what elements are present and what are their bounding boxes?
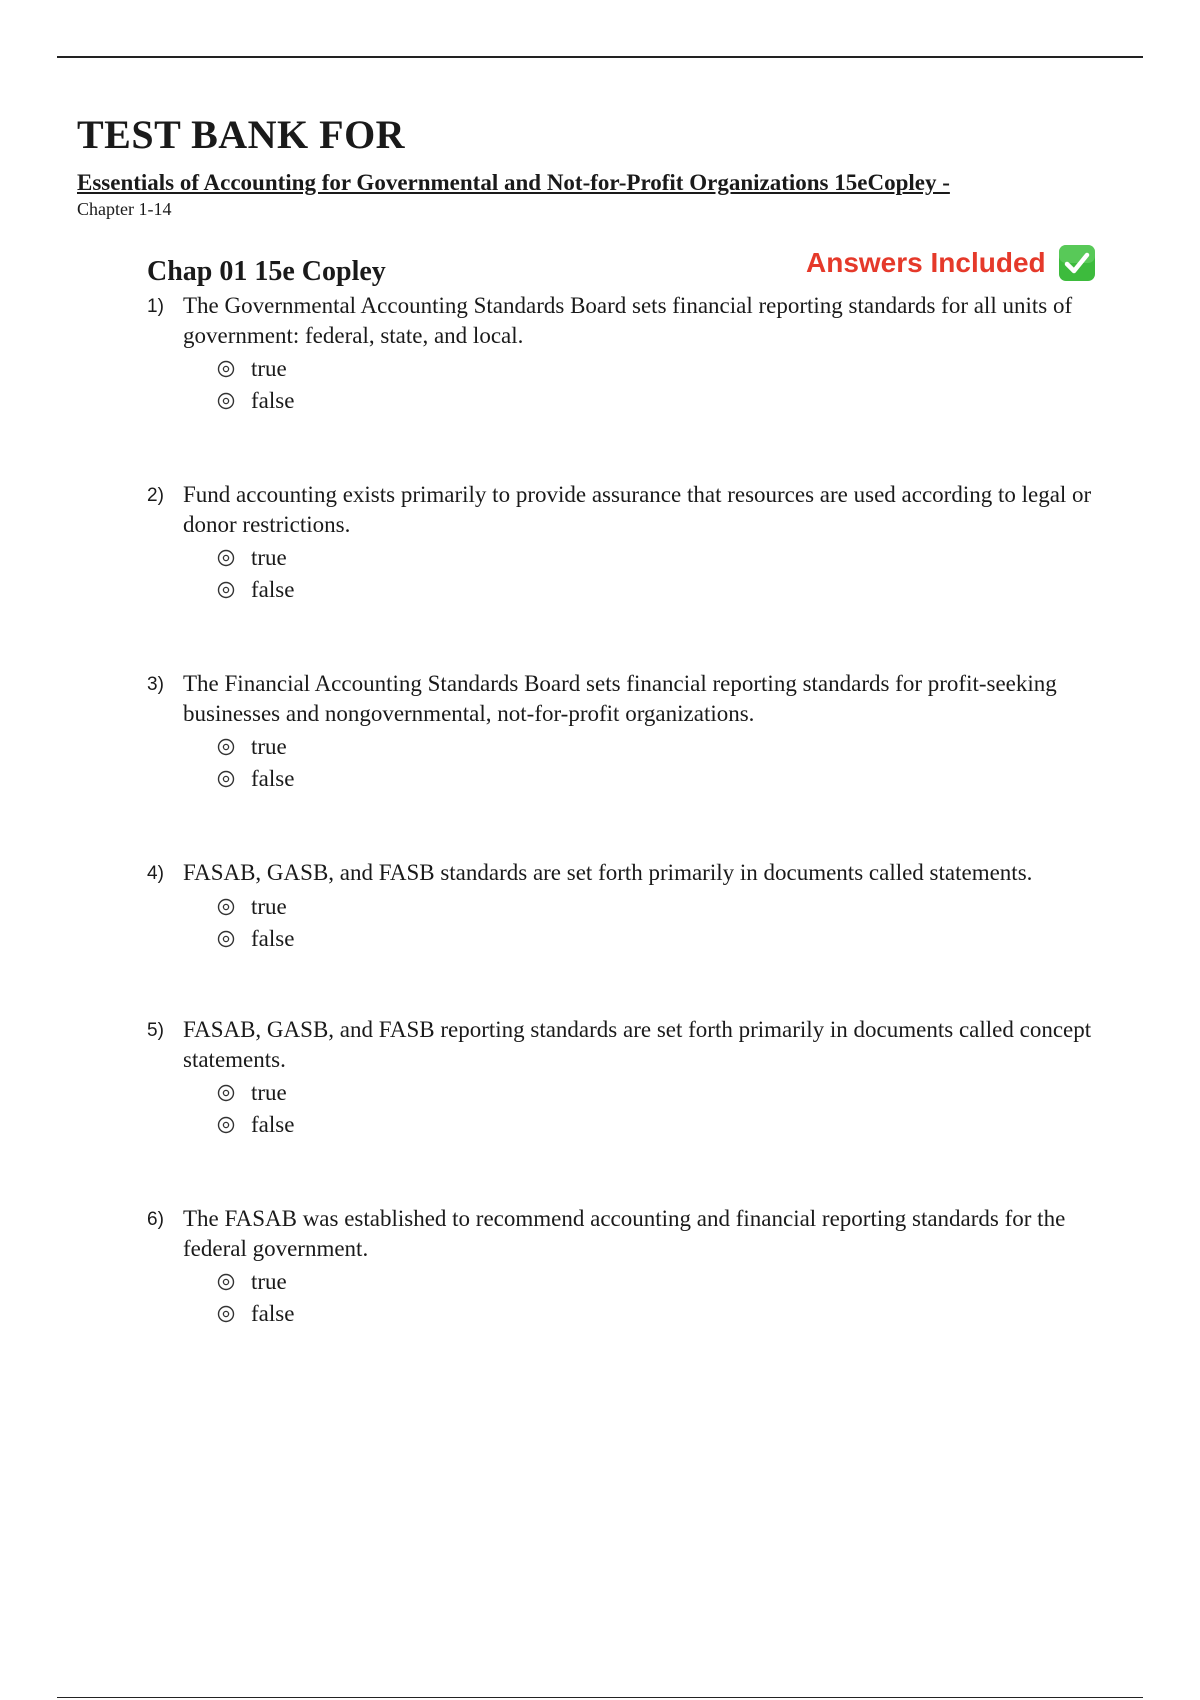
answers-included-badge <box>806 244 1096 282</box>
question-text: The Financial Accounting Standards Board sets financial reporting standards for profit-seeking businesses and nongovernmental, not-for-profit organizations. <box>183 671 1057 726</box>
radio-button-icon[interactable] <box>217 738 235 756</box>
answer-options <box>217 891 1097 955</box>
option-false[interactable] <box>217 1109 1097 1141</box>
question-text: FASAB, GASB, and FASB standards are set forth primarily in documents called statements. <box>183 860 1033 885</box>
question-number: 6) <box>147 1209 164 1230</box>
question-5 <box>147 1015 1097 1141</box>
radio-button-icon[interactable] <box>217 360 235 378</box>
option-label: false <box>251 388 295 413</box>
radio-button-icon[interactable] <box>217 581 235 599</box>
answer-options <box>217 1077 1097 1141</box>
option-false[interactable] <box>217 1298 1097 1330</box>
answer-options <box>217 353 1097 417</box>
option-true[interactable] <box>217 731 1097 763</box>
radio-button-icon[interactable] <box>217 1305 235 1323</box>
radio-button-icon[interactable] <box>217 930 235 948</box>
question-number: 1) <box>147 296 164 317</box>
radio-button-icon[interactable] <box>217 1084 235 1102</box>
radio-button-icon[interactable] <box>217 1273 235 1291</box>
option-label: true <box>251 545 287 570</box>
option-false[interactable] <box>217 923 1097 955</box>
document-subtitle: Essentials of Accounting for Governmental and Not-for-Profit Organizations 15eCopley - <box>77 170 950 195</box>
question-number: 3) <box>147 674 164 695</box>
option-label: false <box>251 1112 295 1137</box>
radio-button-icon[interactable] <box>217 898 235 916</box>
option-false[interactable] <box>217 763 1097 795</box>
question-3 <box>147 669 1097 795</box>
option-label: true <box>251 1080 287 1105</box>
option-label: false <box>251 577 295 602</box>
question-6 <box>147 1204 1097 1330</box>
question-2 <box>147 480 1097 606</box>
top-divider <box>57 56 1143 58</box>
option-label: false <box>251 1301 295 1326</box>
question-text: FASAB, GASB, and FASB reporting standards are set forth primarily in documents called concept statements. <box>183 1017 1092 1072</box>
option-label: true <box>251 356 287 381</box>
option-true[interactable] <box>217 891 1097 923</box>
radio-button-icon[interactable] <box>217 549 235 567</box>
question-text: Fund accounting exists primarily to provide assurance that resources are used according to legal or donor restrictions. <box>183 482 1092 537</box>
option-label: true <box>251 894 287 919</box>
chapter-heading: Chap 01 15e Copley <box>147 256 386 287</box>
option-false[interactable] <box>217 385 1097 417</box>
answer-options <box>217 1266 1097 1330</box>
question-number: 5) <box>147 1020 164 1041</box>
answers-included-label: Answers Included <box>806 247 1046 278</box>
question-number: 4) <box>147 863 164 884</box>
option-true[interactable] <box>217 542 1097 574</box>
radio-button-icon[interactable] <box>217 392 235 410</box>
answer-options <box>217 731 1097 795</box>
option-true[interactable] <box>217 1266 1097 1298</box>
document-title: TEST BANK FOR <box>77 112 406 157</box>
question-text: The FASAB was established to recommend accounting and financial reporting standards for the federal government. <box>183 1206 1066 1261</box>
option-false[interactable] <box>217 574 1097 606</box>
question-4 <box>147 858 1097 955</box>
answer-options <box>217 542 1097 606</box>
radio-button-icon[interactable] <box>217 1116 235 1134</box>
check-mark-button-icon <box>1058 244 1096 282</box>
question-1 <box>147 291 1097 417</box>
option-true[interactable] <box>217 1077 1097 1109</box>
option-label: false <box>251 766 295 791</box>
option-label: true <box>251 734 287 759</box>
question-text: The Governmental Accounting Standards Board sets financial reporting standards for all units of government: federal, state, and local. <box>183 293 1073 348</box>
question-number: 2) <box>147 485 164 506</box>
bottom-divider <box>57 1697 1143 1698</box>
option-true[interactable] <box>217 353 1097 385</box>
radio-button-icon[interactable] <box>217 770 235 788</box>
option-label: false <box>251 926 295 951</box>
chapter-range: Chapter 1-14 <box>77 199 172 219</box>
option-label: true <box>251 1269 287 1294</box>
